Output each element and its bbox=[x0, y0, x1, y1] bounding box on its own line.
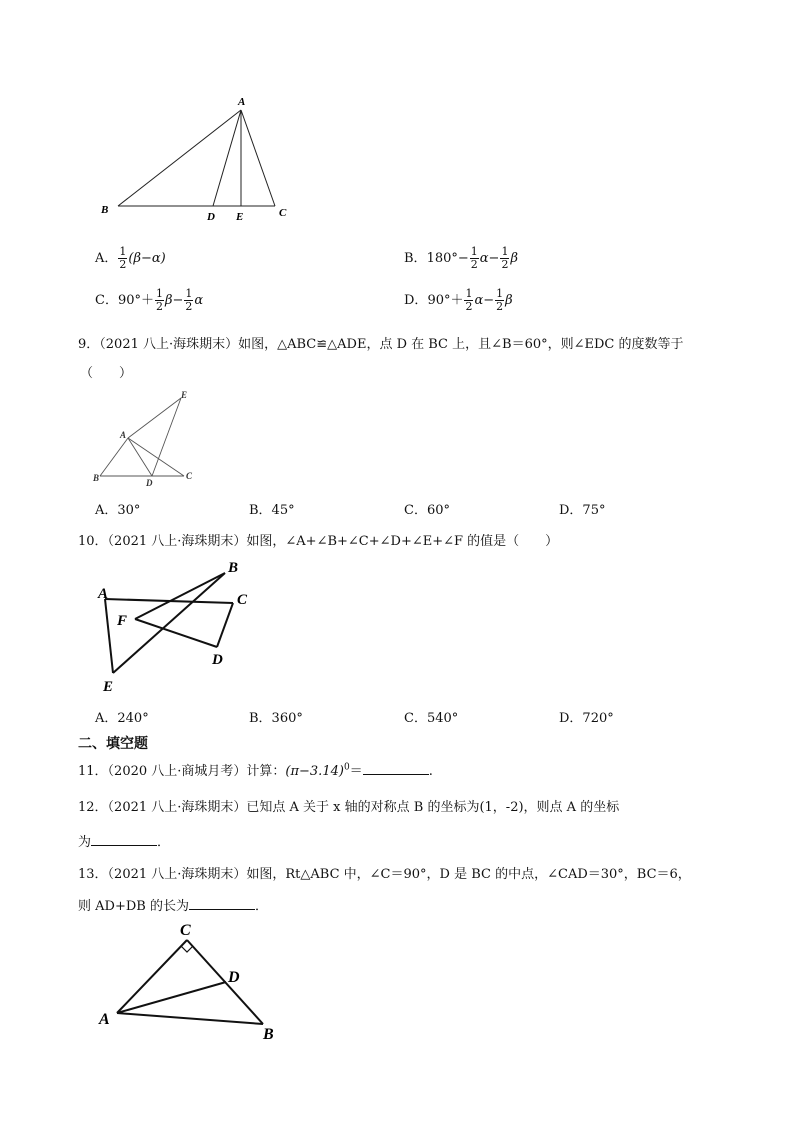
q10-label-d: D bbox=[212, 652, 223, 668]
q8-option-c[interactable]: C．90°＋ $\frac{1}{2}$ β− $\frac{1}{2}$ α bbox=[95, 287, 204, 313]
q9-option-a[interactable]: A．30° bbox=[95, 503, 141, 518]
q9-label-d: D bbox=[146, 478, 153, 488]
segment-ab bbox=[118, 110, 241, 206]
section-heading-fill-blank: 二、填空题 bbox=[78, 736, 148, 752]
q9-option-b[interactable]: B．45° bbox=[249, 503, 295, 518]
q10-option-b[interactable]: B．360° bbox=[249, 711, 303, 726]
segment-ad bbox=[213, 110, 241, 206]
figure-q10 bbox=[95, 555, 260, 695]
q11-text: 11．（2020 八上·商城月考）计算：$(\pi-3.14)^0=$ . bbox=[78, 762, 433, 779]
segment-ac bbox=[241, 110, 275, 206]
q9-label-c: C bbox=[186, 471, 193, 481]
q9-label-e: E bbox=[181, 390, 188, 400]
q9-option-d[interactable]: D．75° bbox=[559, 503, 606, 518]
figure-q13 bbox=[95, 918, 290, 1046]
q10-text: 10．（2021 八上·海珠期末）如图，∠A+∠B+∠C+∠D+∠E+∠F 的值是（ ） bbox=[78, 534, 559, 549]
label-a: A bbox=[238, 96, 246, 108]
q13-label-c: C bbox=[180, 922, 191, 939]
label-d: D bbox=[207, 211, 215, 223]
q11-answer-blank[interactable] bbox=[363, 762, 429, 775]
q8-option-a[interactable]: A． $\frac{1}{2}$ (β−α) bbox=[95, 245, 166, 271]
q12-line1: 12．（2021 八上·海珠期末）已知点 A 关于 x 轴的对称点 B 的坐标为(1，-2)，则点 A 的坐标 bbox=[78, 800, 620, 815]
q10-label-e: E bbox=[103, 679, 114, 695]
q10-label-c: C bbox=[237, 592, 248, 608]
q10-label-b: B bbox=[228, 560, 239, 576]
label-b: B bbox=[101, 204, 109, 216]
right-angle-mark bbox=[181, 946, 193, 952]
q8-option-d[interactable]: D．90°＋ $\frac{1}{2}$ α− $\frac{1}{2}$ β bbox=[404, 287, 513, 313]
figure-q9 bbox=[88, 388, 203, 488]
q9-text: 9．（2021 八上·海珠期末）如图，△ABC≌△ADE，点 D 在 BC 上，且∠B＝60°，则∠EDC 的度数等于 bbox=[78, 337, 684, 352]
q10-option-a[interactable]: A．240° bbox=[95, 711, 149, 726]
q9-label-b: B bbox=[93, 473, 100, 483]
label-e: E bbox=[236, 211, 244, 223]
label-c: C bbox=[279, 207, 287, 219]
q13-label-b: B bbox=[263, 1026, 274, 1043]
q13-label-d: D bbox=[228, 969, 240, 986]
q9-option-c[interactable]: C．60° bbox=[404, 503, 450, 518]
q10-label-f: F bbox=[117, 613, 128, 629]
q9-label-a: A bbox=[120, 430, 127, 440]
q10-option-c[interactable]: C．540° bbox=[404, 711, 459, 726]
q13-label-a: A bbox=[99, 1011, 110, 1028]
q13-answer-blank[interactable] bbox=[189, 897, 255, 910]
q9-answer-paren: （ ） bbox=[80, 366, 133, 381]
q12-line2: 为 ． bbox=[78, 835, 171, 850]
q13-line2: 则 AD+DB 的长为 ． bbox=[78, 899, 268, 914]
q8-option-b[interactable]: B．180°− $\frac{1}{2}$ α− $\frac{1}{2}$ β bbox=[404, 245, 518, 271]
q10-label-a: A bbox=[98, 586, 109, 602]
q13-line1: 13．（2021 八上·海珠期末）如图，Rt△ABC 中，∠C＝90°，D 是 BC 的中点，∠CAD＝30°，BC＝6， bbox=[78, 867, 691, 882]
q12-answer-blank[interactable] bbox=[91, 833, 157, 846]
q10-option-d[interactable]: D．720° bbox=[559, 711, 614, 726]
figure-triangle-abc-top bbox=[95, 90, 305, 225]
